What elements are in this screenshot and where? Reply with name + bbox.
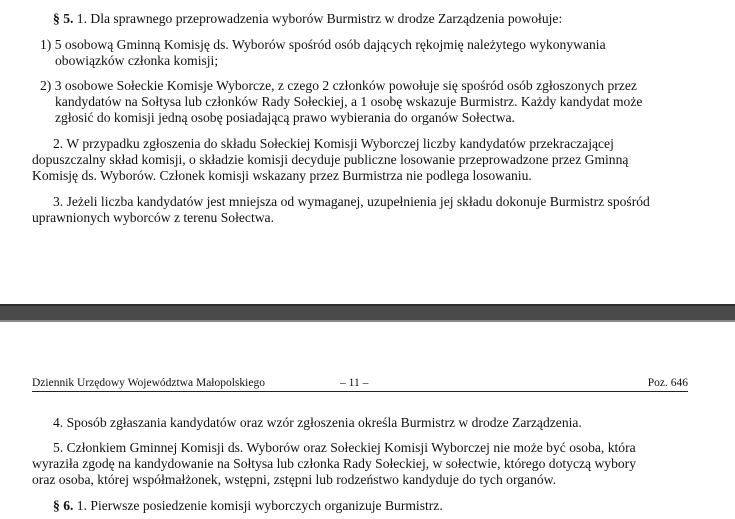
running-header bbox=[32, 376, 688, 392]
section-5-first-line bbox=[53, 11, 562, 27]
section-6-text: 1. Pierwsze posiedzenie komisji wyborczych organizuje Burmistrz. bbox=[76, 498, 443, 513]
paragraph-2-line-3: Komisję ds. Wyborów. Członek komisji wskazany przez Burmistrza nie podlega losowaniu. bbox=[32, 168, 532, 183]
paragraph-3-line-1: 3. Jeżeli liczba kandydatów jest mniejsza od wymaganej, uzupełnienia jej składu dokonuje Burmistrz spośród bbox=[53, 194, 650, 209]
position-number: Poz. 646 bbox=[647, 377, 688, 389]
paragraph-5-line-2: wyraziła zgodę na kandydowanie na Sołtysa lub członka Rady Sołeckiej, w sołectwie, którego dotyczą wybory bbox=[32, 456, 636, 471]
page-separator bbox=[0, 304, 735, 322]
section-6-first-line bbox=[53, 498, 443, 514]
paragraph-5-line-3: oraz osoba, której współmałżonek, wstępni, zstępni lub rodzeństwo kandyduje do tych organów. bbox=[32, 472, 556, 487]
page-number: – 11 – bbox=[340, 377, 369, 389]
section-5-number: § 5. bbox=[53, 11, 74, 26]
item-2-line-2: kandydatów na Sołtysa lub członków Rady Sołeckiej, a 1 osobę wskazuje Burmistrz. Każdy kandydat może bbox=[55, 94, 643, 109]
item-1-line-1: 1) 5 osobową Gminną Komisję ds. Wyborów spośród osób dających rękojmię należytego wykonywania bbox=[40, 37, 606, 52]
paragraph-5-line-1: 5. Członkiem Gminnej Komisji ds. Wyborów oraz Sołeckiej Komisji Wyborczej nie może być osoba, która bbox=[53, 440, 636, 455]
item-2-line-1: 2) 3 osobowe Sołeckie Komisje Wyborcze, z czego 2 członków powołuje się spośród osób zgłoszonych przez bbox=[40, 78, 637, 93]
paragraph-2-line-2: dopuszczalny skład komisji, o składzie komisji decyduje publiczne losowanie przeprowadzone przez Gminną bbox=[32, 152, 629, 167]
item-1-line-2: obowiązków członka komisji; bbox=[55, 53, 219, 68]
paragraph-4-line-1: 4. Sposób zgłaszania kandydatów oraz wzór zgłoszenia określa Burmistrz w drodze Zarządzenia. bbox=[53, 415, 582, 430]
paragraph-3-line-2: uprawnionych wyborców z terenu Sołectwa. bbox=[32, 210, 274, 225]
item-2-line-3: zgłosić do komisji jedną osobę posiadającą prawo wybierania do organów Sołectwa. bbox=[55, 110, 515, 125]
paragraph-2-line-1: 2. W przypadku zgłoszenia do składu Sołeckiej Komisji Wyborczej liczby kandydatów przekraczającej bbox=[53, 136, 614, 151]
section-6-number: § 6. bbox=[53, 498, 74, 513]
section-5-text: 1. Dla sprawnego przeprowadzenia wyborów Burmistrz w drodze Zarządzenia powołuje: bbox=[76, 11, 563, 26]
journal-title: Dziennik Urzędowy Województwa Małopolskiego bbox=[32, 377, 265, 389]
